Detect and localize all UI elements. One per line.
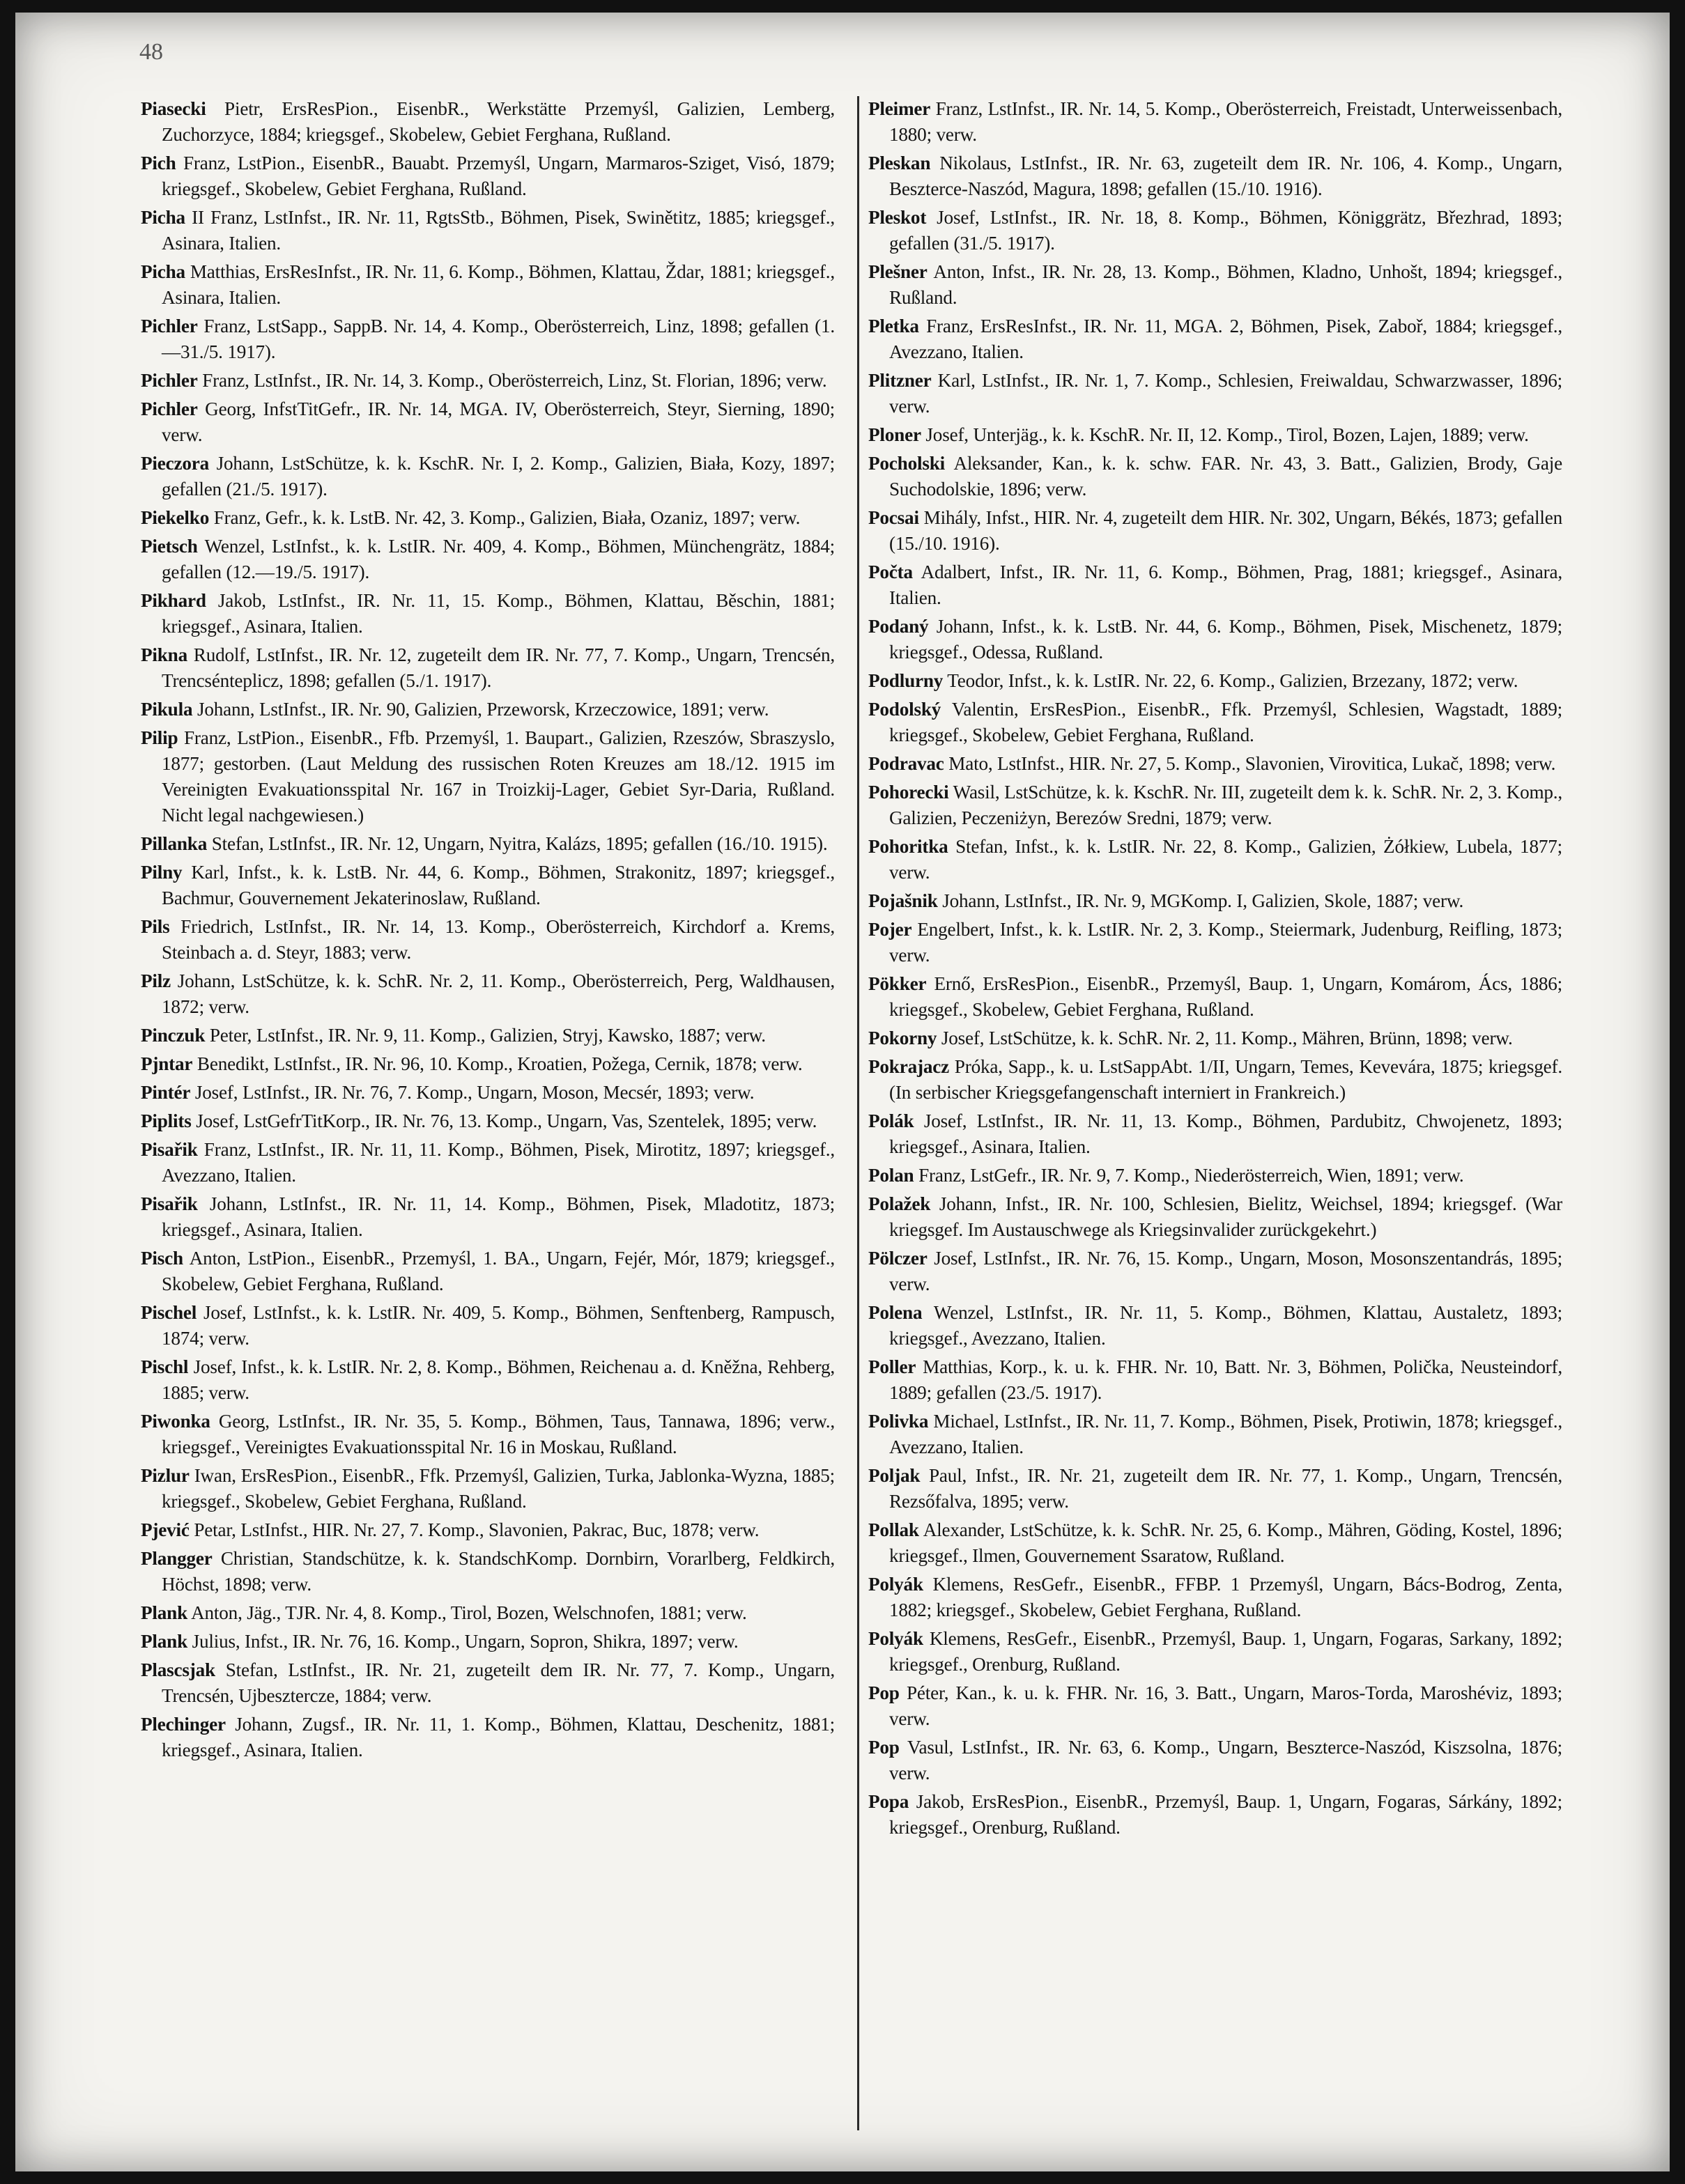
entry-details: Klemens, ResGefr., EisenbR., FFBP. 1 Przemyśl, Ungarn, Bács-Bodrog, Zenta, 1882; kriegsgef., Skobelew, Gebiet Ferghana, Rußland.	[889, 1574, 1562, 1620]
register-entry	[141, 259, 835, 311]
register-entry	[868, 668, 1562, 694]
register-entry	[141, 1712, 835, 1763]
entry-details: Rudolf, LstInfst., IR. Nr. 12, zugeteilt dem IR. Nr. 77, 7. Komp., Ungarn, Trencsén, Trencsénteplicz, 1898; gefallen (5./1. 1917).	[162, 644, 835, 691]
register-entry	[868, 697, 1562, 748]
entry-surname: Piasecki	[141, 98, 206, 119]
register-entry	[141, 1080, 835, 1106]
entry-surname: Pökker	[868, 973, 927, 994]
entry-surname: Polák	[868, 1110, 914, 1131]
entry-details: Franz, LstPion., EisenbR., Ffb. Przemyśl, 1. Baupart., Galizien, Rzeszów, Sbraszyslo, 1877; gestorben. (Laut Meldung des russischen Roten Kreuzes am 18./12. 1915 im Vereinigten Evakuationsspital Nr. 167 in Troizkij-Lager, Gebiet Syr-Daria, Rußland. Nicht legal nachgewiesen.)	[162, 727, 835, 826]
entry-surname: Plank	[141, 1602, 187, 1623]
entry-details: Karl, Infst., k. k. LstB. Nr. 44, 6. Komp., Böhmen, Strakonitz, 1897; kriegsgef., Bachmur, Gouvernement Jekaterinoslaw, Rußland.	[162, 862, 835, 908]
register-entry	[868, 1735, 1562, 1786]
entry-surname: Pichler	[141, 316, 198, 336]
register-entry	[141, 697, 835, 722]
entry-details: Franz, LstGefr., IR. Nr. 9, 7. Komp., Niederösterreich, Wien, 1891; verw.	[918, 1165, 1464, 1186]
register-entry	[868, 1626, 1562, 1678]
register-entry	[141, 642, 835, 694]
register-entry	[141, 1246, 835, 1297]
column-divider	[857, 96, 859, 2130]
register-entry	[868, 1409, 1562, 1460]
entry-surname: Pokrajacz	[868, 1056, 949, 1077]
entry-surname: Podlurny	[868, 670, 944, 691]
entry-surname: Pocholski	[868, 453, 945, 474]
register-entry	[141, 1546, 835, 1597]
entry-details: Franz, LstInfst., IR. Nr. 14, 3. Komp., Oberösterreich, Linz, St. Florian, 1896; verw.	[202, 370, 827, 391]
entry-surname: Pieczora	[141, 453, 210, 474]
register-entry	[868, 751, 1562, 777]
left-column	[141, 96, 835, 1766]
entry-surname: Polažek	[868, 1193, 931, 1214]
register-entry	[141, 725, 835, 828]
entry-details: Johann, LstSchütze, k. k. KschR. Nr. I, 2. Komp., Galizien, Biała, Kozy, 1897; gefallen (21./5. 1917).	[162, 453, 835, 499]
entry-surname: Pjević	[141, 1519, 190, 1540]
entry-details: Anton, Infst., IR. Nr. 28, 13. Komp., Böhmen, Kladno, Unhošt, 1894; kriegsgef., Rußland.	[889, 261, 1562, 308]
entry-details: Michael, LstInfst., IR. Nr. 11, 7. Komp., Böhmen, Pisek, Protiwin, 1878; kriegsgef., Avezzano, Italien.	[889, 1411, 1562, 1457]
register-entry	[868, 614, 1562, 665]
register-entry	[868, 1191, 1562, 1243]
entry-details: Julius, Infst., IR. Nr. 76, 16. Komp., Ungarn, Sopron, Shikra, 1897; verw.	[192, 1631, 739, 1652]
entry-details: Johann, Zugsf., IR. Nr. 11, 1. Komp., Böhmen, Klattau, Deschenitz, 1881; kriegsgef., Asinara, Italien.	[162, 1714, 835, 1760]
entry-details: Matthias, Korp., k. u. k. FHR. Nr. 10, Batt. Nr. 3, Böhmen, Polička, Neusteindorf, 1889; gefallen (23./5. 1917).	[889, 1356, 1562, 1403]
entry-surname: Podolský	[868, 699, 941, 720]
entry-details: Ernő, ErsResPion., EisenbR., Przemyśl, Baup. 1, Ungarn, Komárom, Ács, 1886; kriegsgef., Skobelew, Gebiet Ferghana, Rußland.	[889, 973, 1562, 1020]
register-entry	[868, 505, 1562, 557]
entry-details: Johann, LstSchütze, k. k. SchR. Nr. 2, 11. Komp., Oberösterreich, Perg, Waldhausen, 1872; verw.	[162, 970, 835, 1017]
entry-details: Johann, LstInfst., IR. Nr. 11, 14. Komp., Böhmen, Pisek, Mladotitz, 1873; kriegsgef., Asinara, Italien.	[162, 1193, 835, 1240]
entry-details: Josef, LstGefrTitKorp., IR. Nr. 76, 13. Komp., Ungarn, Vas, Szentelek, 1895; verw.	[196, 1110, 817, 1131]
entry-details: Aleksander, Kan., k. k. schw. FAR. Nr. 43, 3. Batt., Galizien, Brody, Gaje Suchodolskie, 1896; verw.	[889, 453, 1562, 499]
register-entry	[141, 860, 835, 911]
entry-details: Josef, LstInfst., IR. Nr. 76, 7. Komp., Ungarn, Moson, Mecsér, 1893; verw.	[194, 1082, 755, 1103]
entry-surname: Plangger	[141, 1548, 213, 1569]
register-entry	[141, 914, 835, 966]
entry-details: Josef, LstSchütze, k. k. SchR. Nr. 2, 11. Komp., Mähren, Brünn, 1898; verw.	[941, 1028, 1513, 1048]
entry-surname: Pischl	[141, 1356, 189, 1377]
entry-details: Nikolaus, LstInfst., IR. Nr. 63, zugeteilt dem IR. Nr. 106, 4. Komp., Ungarn, Beszterce-Naszód, Magura, 1898; gefallen (15./10. 1916).	[889, 153, 1562, 199]
entry-surname: Pleskan	[868, 153, 931, 173]
entry-surname: Ploner	[868, 424, 921, 445]
entry-surname: Picha	[141, 207, 185, 228]
entry-surname: Plechinger	[141, 1714, 226, 1735]
register-entry	[868, 205, 1562, 256]
entry-surname: Pohorecki	[868, 782, 949, 803]
register-entry	[868, 1054, 1562, 1106]
entry-surname: Pleimer	[868, 98, 931, 119]
entry-details: Josef, Infst., k. k. LstIR. Nr. 2, 8. Komp., Böhmen, Reichenau a. d. Kněžna, Rehberg, 1885; verw.	[162, 1356, 835, 1403]
entry-surname: Pokorny	[868, 1028, 937, 1048]
entry-surname: Podaný	[868, 616, 929, 637]
register-entry	[868, 1300, 1562, 1352]
entry-surname: Počta	[868, 562, 913, 582]
entry-surname: Pölczer	[868, 1248, 928, 1269]
entry-details: Mato, LstInfst., HIR. Nr. 27, 5. Komp., Slavonien, Virovitica, Lukač, 1898; verw.	[948, 753, 1556, 774]
entry-surname: Poller	[868, 1356, 916, 1377]
entry-surname: Polyák	[868, 1574, 923, 1595]
register-entry	[141, 1300, 835, 1352]
entry-surname: Pilip	[141, 727, 178, 748]
entry-surname: Pisařik	[141, 1193, 198, 1214]
entry-surname: Plešner	[868, 261, 928, 282]
entry-surname: Podravac	[868, 753, 944, 774]
register-entry	[868, 150, 1562, 202]
entry-surname: Pop	[868, 1737, 900, 1758]
entry-details: Wasil, LstSchütze, k. k. KschR. Nr. III, zugeteilt dem k. k. SchR. Nr. 2, 3. Komp., Galizien, Peczeniżyn, Berezów Sredni, 1879; verw.	[889, 782, 1563, 828]
register-entry	[868, 1517, 1562, 1569]
entry-details: Georg, LstInfst., IR. Nr. 35, 5. Komp., Böhmen, Taus, Tannawa, 1896; verw., kriegsgef., Vereinigtes Evakuationsspital Nr. 16 in Moskau, Rußland.	[162, 1411, 835, 1457]
entry-surname: Pisařik	[141, 1139, 198, 1160]
entry-surname: Pikula	[141, 699, 193, 720]
entry-surname: Pichler	[141, 370, 198, 391]
entry-surname: Pisch	[141, 1248, 183, 1269]
register-entry	[141, 1191, 835, 1243]
entry-surname: Piplits	[141, 1110, 192, 1131]
register-entry	[868, 971, 1562, 1023]
register-entry	[141, 1108, 835, 1134]
entry-details: Alexander, LstSchütze, k. k. SchR. Nr. 25, 6. Komp., Mähren, Göding, Kostel, 1896; kriegsgef., Ilmen, Gouvernement Ssaratow, Rußland.	[889, 1519, 1562, 1566]
register-entry	[141, 313, 835, 365]
register-entry	[868, 559, 1562, 611]
entry-details: Josef, LstInfst., IR. Nr. 18, 8. Komp., Böhmen, Königgrätz, Březhrad, 1893; gefallen (31./5. 1917).	[889, 207, 1562, 254]
entry-surname: Pleskot	[868, 207, 927, 228]
document-page	[15, 13, 1670, 2171]
register-entry	[868, 917, 1562, 968]
entry-surname: Pletka	[868, 316, 919, 336]
entry-surname: Picha	[141, 261, 185, 282]
register-entry	[141, 396, 835, 448]
register-entry	[141, 451, 835, 502]
entry-details: Mihály, Infst., HIR. Nr. 4, zugeteilt dem HIR. Nr. 302, Ungarn, Békés, 1873; gefallen (15./10. 1916).	[889, 507, 1562, 554]
entry-surname: Poljak	[868, 1465, 921, 1486]
register-entry	[141, 1354, 835, 1406]
register-entry	[868, 888, 1562, 914]
entry-surname: Pjntar	[141, 1053, 193, 1074]
entry-details: Johann, LstInfst., IR. Nr. 90, Galizien, Przeworsk, Krzeczowice, 1891; verw.	[197, 699, 769, 720]
entry-details: Próka, Sapp., k. u. LstSappAbt. 1/II, Ungarn, Temes, Kevevára, 1875; kriegsgef. (In serbischer Kriegsgefangenschaft interniert in Frankreich.)	[889, 1056, 1562, 1103]
entry-surname: Pietsch	[141, 536, 198, 557]
entry-surname: Plank	[141, 1631, 187, 1652]
entry-surname: Pich	[141, 153, 176, 173]
register-entry	[868, 451, 1562, 502]
entry-surname: Polena	[868, 1302, 923, 1323]
entry-details: Jakob, LstInfst., IR. Nr. 11, 15. Komp., Böhmen, Klattau, Běschin, 1881; kriegsgef., Asinara, Italien.	[162, 590, 835, 637]
entry-details: Valentin, ErsResPion., EisenbR., Ffk. Przemyśl, Schlesien, Wagstadt, 1889; kriegsgef., Skobelew, Gebiet Ferghana, Rußland.	[889, 699, 1562, 745]
entry-details: Christian, Standschütze, k. k. StandschKomp. Dornbirn, Vorarlberg, Feldkirch, Höchst, 1898; verw.	[162, 1548, 835, 1595]
page-number: 48	[139, 39, 163, 65]
register-entry	[141, 150, 835, 202]
entry-details: Franz, LstPion., EisenbR., Bauabt. Przemyśl, Ungarn, Marmaros-Sziget, Visó, 1879; kriegsgef., Skobelew, Gebiet Ferghana, Rußland.	[162, 153, 835, 199]
entry-details: Franz, Gefr., k. k. LstB. Nr. 42, 3. Komp., Galizien, Biała, Ozaniz, 1897; verw.	[213, 507, 801, 528]
entry-details: Engelbert, Infst., k. k. LstIR. Nr. 2, 3. Komp., Steiermark, Judenburg, Reifling, 1873; verw.	[889, 919, 1562, 966]
entry-details: Josef, LstInfst., IR. Nr. 11, 13. Komp., Böhmen, Pardubitz, Chwojenetz, 1893; kriegsgef., Asinara, Italien.	[889, 1110, 1562, 1157]
entry-surname: Polan	[868, 1165, 914, 1186]
entry-details: Péter, Kan., k. u. k. FHR. Nr. 16, 3. Batt., Ungarn, Maros-Torda, Maroshéviz, 1893; verw.	[889, 1682, 1562, 1729]
entry-surname: Piekelko	[141, 507, 210, 528]
entry-details: Johann, Infst., k. k. LstB. Nr. 44, 6. Komp., Böhmen, Pisek, Mischenetz, 1879; kriegsgef., Odessa, Rußland.	[889, 616, 1562, 663]
register-entry	[141, 1600, 835, 1626]
register-entry	[141, 588, 835, 640]
entry-details: Franz, LstSapp., SappB. Nr. 14, 4. Komp., Oberösterreich, Linz, 1898; gefallen (1.—31./5. 1917).	[162, 316, 835, 362]
register-entry	[868, 96, 1562, 148]
entry-surname: Pollak	[868, 1519, 919, 1540]
entry-details: Peter, LstInfst., IR. Nr. 9, 11. Komp., Galizien, Stryj, Kawsko, 1887; verw.	[209, 1025, 766, 1046]
register-entry	[868, 780, 1562, 831]
register-entry	[868, 1789, 1562, 1841]
register-entry	[141, 1051, 835, 1077]
entry-surname: Pillanka	[141, 833, 208, 854]
entry-surname: Pikhard	[141, 590, 206, 611]
entry-details: Paul, Infst., IR. Nr. 21, zugeteilt dem IR. Nr. 77, 1. Komp., Ungarn, Trencsén, Rezsőfalva, 1895; verw.	[889, 1465, 1562, 1512]
entry-details: Franz, LstInfst., IR. Nr. 11, 11. Komp., Böhmen, Pisek, Mirotitz, 1897; kriegsgef., Avezzano, Italien.	[162, 1139, 836, 1186]
entry-details: Teodor, Infst., k. k. LstIR. Nr. 22, 6. Komp., Galizien, Brzezany, 1872; verw.	[947, 670, 1518, 691]
register-entry	[868, 368, 1562, 419]
entry-details: Vasul, LstInfst., IR. Nr. 63, 6. Komp., Ungarn, Beszterce-Naszód, Kiszsolna, 1876; verw.	[889, 1737, 1563, 1783]
entry-details: Karl, LstInfst., IR. Nr. 1, 7. Komp., Schlesien, Freiwaldau, Schwarzwasser, 1896; verw.	[889, 370, 1562, 417]
register-entry	[141, 968, 835, 1020]
register-entry	[141, 1137, 835, 1188]
register-entry	[141, 534, 835, 585]
register-entry	[868, 1246, 1562, 1297]
entry-surname: Pizlur	[141, 1465, 190, 1486]
entry-surname: Pils	[141, 916, 170, 937]
entry-surname: Pohoritka	[868, 836, 948, 857]
entry-surname: Pinczuk	[141, 1025, 206, 1046]
entry-surname: Piwonka	[141, 1411, 210, 1432]
entry-details: Josef, LstInfst., k. k. LstIR. Nr. 409, 5. Komp., Böhmen, Senftenberg, Rampusch, 1874; verw.	[162, 1302, 835, 1349]
entry-surname: Pocsai	[868, 507, 919, 528]
register-entry	[141, 1409, 835, 1460]
entry-details: Wenzel, LstInfst., k. k. LstIR. Nr. 409, 4. Komp., Böhmen, Münchengrätz, 1884; gefallen (12.—19./5. 1917).	[162, 536, 835, 582]
register-entry	[868, 1108, 1562, 1160]
register-entry	[141, 831, 835, 857]
entry-details: Klemens, ResGefr., EisenbR., Przemyśl, Baup. 1, Ungarn, Fogaras, Sarkany, 1892; kriegsgef., Orenburg, Rußland.	[889, 1628, 1562, 1675]
entry-surname: Pintér	[141, 1082, 191, 1103]
register-entry	[141, 1463, 835, 1515]
entry-surname: Pischel	[141, 1302, 197, 1323]
entry-details: Josef, Unterjäg., k. k. KschR. Nr. II, 12. Komp., Tirol, Bozen, Lajen, 1889; verw.	[925, 424, 1529, 445]
entry-surname: Pojašnik	[868, 890, 938, 911]
entry-details: Georg, InfstTitGefr., IR. Nr. 14, MGA. IV, Oberösterreich, Steyr, Sierning, 1890; verw.	[162, 398, 835, 445]
entry-details: Josef, LstInfst., IR. Nr. 76, 15. Komp., Ungarn, Moson, Mosonszentandrás, 1895; verw.	[889, 1248, 1562, 1294]
entry-details: Adalbert, Infst., IR. Nr. 11, 6. Komp., Böhmen, Prag, 1881; kriegsgef., Asinara, Italien.	[889, 562, 1562, 608]
entry-surname: Pikna	[141, 644, 187, 665]
entry-details: Franz, ErsResInfst., IR. Nr. 11, MGA. 2, Böhmen, Pisek, Zaboř, 1884; kriegsgef., Avezzano, Italien.	[889, 316, 1562, 362]
entry-details: Anton, LstPion., EisenbR., Przemyśl, 1. BA., Ungarn, Fejér, Mór, 1879; kriegsgef., Skobelew, Gebiet Ferghana, Rußland.	[162, 1248, 835, 1294]
entry-surname: Pojer	[868, 919, 912, 940]
entry-details: Benedikt, LstInfst., IR. Nr. 96, 10. Komp., Kroatien, Požega, Cernik, 1878; verw.	[197, 1053, 803, 1074]
register-entry	[868, 1025, 1562, 1051]
register-entry	[868, 834, 1562, 885]
register-entry	[141, 505, 835, 531]
register-entry	[868, 1680, 1562, 1732]
entry-details: Stefan, Infst., k. k. LstIR. Nr. 22, 8. Komp., Galizien, Żółkiew, Lubela, 1877; verw.	[889, 836, 1562, 883]
entry-details: II Franz, LstInfst., IR. Nr. 11, RgtsStb., Böhmen, Pisek, Swinětitz, 1885; kriegsgef., Asinara, Italien.	[162, 207, 835, 254]
entry-surname: Pop	[868, 1682, 900, 1703]
register-entry	[141, 1023, 835, 1048]
entry-details: Friedrich, LstInfst., IR. Nr. 14, 13. Komp., Oberösterreich, Kirchdorf a. Krems, Steinbach a. d. Steyr, 1883; verw.	[162, 916, 835, 963]
entry-surname: Pilz	[141, 970, 171, 991]
entry-surname: Polivka	[868, 1411, 929, 1432]
entry-details: Pietr, ErsResPion., EisenbR., Werkstätte Przemyśl, Galizien, Lemberg, Zuchorzyce, 1884; kriegsgef., Skobelew, Gebiet Ferghana, Rußland.	[162, 98, 835, 145]
entry-details: Stefan, LstInfst., IR. Nr. 21, zugeteilt dem IR. Nr. 77, 7. Komp., Ungarn, Trencsén, Ujbesztercze, 1884; verw.	[162, 1659, 835, 1706]
register-entry	[141, 1657, 835, 1709]
register-entry	[868, 1572, 1562, 1623]
register-entry	[141, 1629, 835, 1655]
entry-details: Petar, LstInfst., HIR. Nr. 27, 7. Komp., Slavonien, Pakrac, Buc, 1878; verw.	[194, 1519, 760, 1540]
entry-surname: Polyák	[868, 1628, 923, 1649]
entry-details: Anton, Jäg., TJR. Nr. 4, 8. Komp., Tirol, Bozen, Welschnofen, 1881; verw.	[191, 1602, 747, 1623]
register-entry	[141, 96, 835, 148]
entry-details: Matthias, ErsResInfst., IR. Nr. 11, 6. Komp., Böhmen, Klattau, Ždar, 1881; kriegsgef., Asinara, Italien.	[162, 261, 835, 308]
register-entry	[868, 1354, 1562, 1406]
entry-details: Johann, LstInfst., IR. Nr. 9, MGKomp. I, Galizien, Skole, 1887; verw.	[942, 890, 1464, 911]
register-entry	[141, 1517, 835, 1543]
entry-surname: Plascsjak	[141, 1659, 215, 1680]
right-column	[868, 96, 1562, 1843]
register-entry	[868, 1163, 1562, 1188]
entry-surname: Pilny	[141, 862, 183, 883]
entry-surname: Plitzner	[868, 370, 932, 391]
entry-details: Wenzel, LstInfst., IR. Nr. 11, 5. Komp., Böhmen, Klattau, Austaletz, 1893; kriegsgef., Avezzano, Italien.	[889, 1302, 1562, 1349]
entry-details: Iwan, ErsResPion., EisenbR., Ffk. Przemyśl, Galizien, Turka, Jablonka-Wyzna, 1885; kriegsgef., Skobelew, Gebiet Ferghana, Rußland.	[162, 1465, 835, 1512]
entry-details: Jakob, ErsResPion., EisenbR., Przemyśl, Baup. 1, Ungarn, Fogaras, Sárkány, 1892; kriegsgef., Orenburg, Rußland.	[889, 1791, 1562, 1838]
entry-details: Stefan, LstInfst., IR. Nr. 12, Ungarn, Nyitra, Kalázs, 1895; gefallen (16./10. 1915).	[211, 833, 828, 854]
entry-surname: Pichler	[141, 398, 198, 419]
register-entry	[868, 422, 1562, 448]
entry-details: Johann, Infst., IR. Nr. 100, Schlesien, Bielitz, Weichsel, 1894; kriegsgef. (War kriegsgef. Im Austauschwege als Kriegsinvalider zurückgekehrt.)	[889, 1193, 1562, 1240]
register-entry	[141, 368, 835, 394]
register-entry	[141, 205, 835, 256]
entry-details: Franz, LstInfst., IR. Nr. 14, 5. Komp., Oberösterreich, Freistadt, Unterweissenbach, 1880; verw.	[889, 98, 1562, 145]
register-entry	[868, 313, 1562, 365]
entry-surname: Popa	[868, 1791, 909, 1812]
register-entry	[868, 1463, 1562, 1515]
register-entry	[868, 259, 1562, 311]
